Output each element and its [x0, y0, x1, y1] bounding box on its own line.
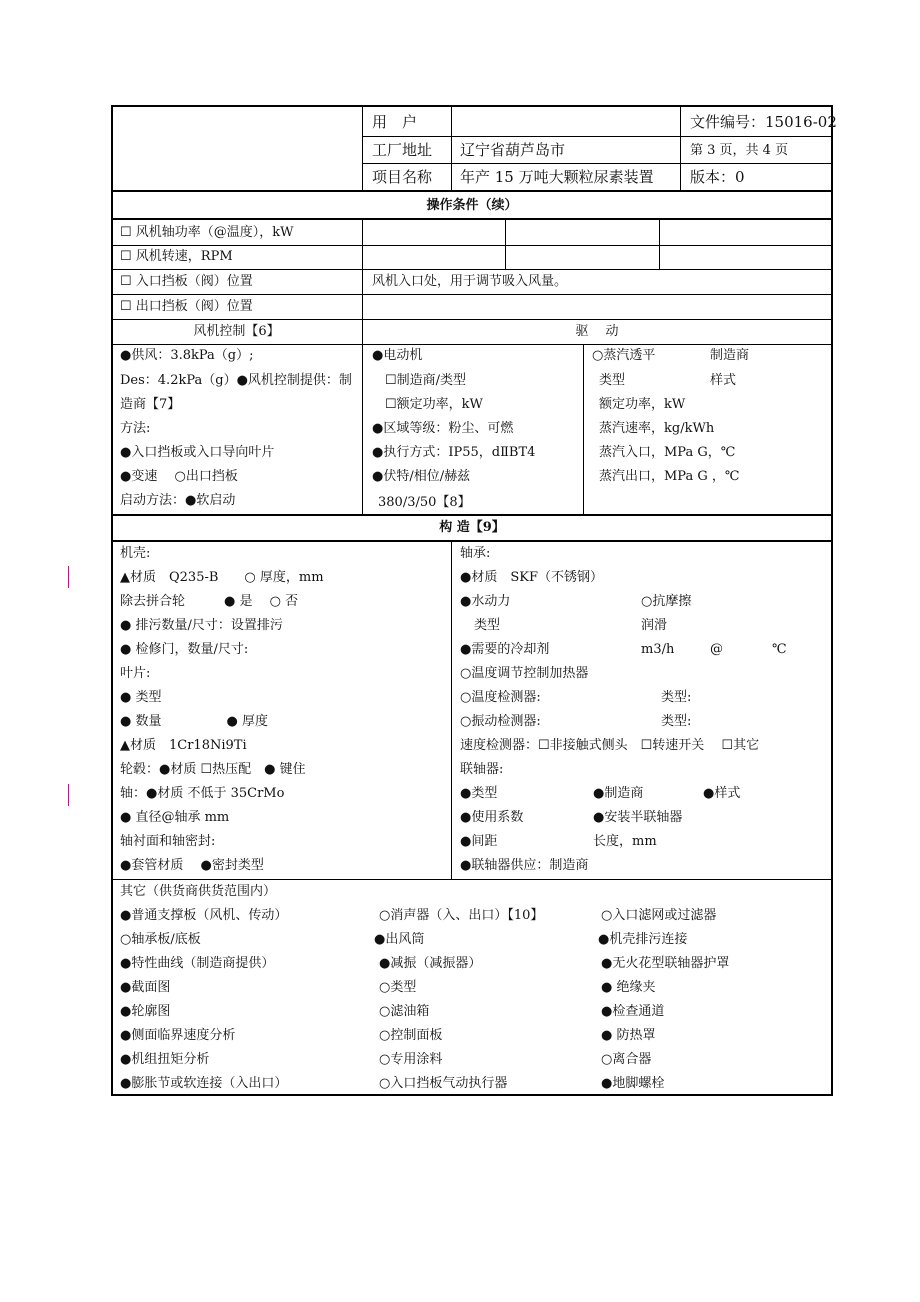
vib-detector-type: 类型: — [661, 714, 692, 729]
control-line: 方法: — [120, 421, 151, 436]
plant-label: 工厂地址 — [372, 141, 433, 159]
coupling-maker: ●制造商 — [593, 786, 644, 801]
op-divider — [362, 219, 363, 319]
bearing-hydro: ●水动力 — [460, 594, 511, 609]
steam-maker: 制造商 — [710, 348, 750, 363]
motor-line: ●电动机 — [372, 348, 423, 363]
drive-title: 驱 动 — [575, 324, 621, 339]
casing-line: 除去拼合轮 ● 是 ○ 否 — [120, 594, 299, 609]
header-divider-2 — [451, 106, 452, 190]
control-line: ●供风：3.8kPa（g）; — [120, 348, 254, 363]
construction-title-line — [111, 540, 833, 542]
others-item: ○入口滤网或过滤器 — [601, 908, 717, 923]
hub-line: 轮毂：●材质 ☐热压配 ● 键住 — [120, 762, 306, 777]
steam-title: ○蒸汽透平 — [592, 348, 656, 363]
page-number: 第 3 页，共 4 页 — [690, 143, 789, 158]
bearing-material: ●材质 SKF（不锈钢） — [460, 570, 603, 585]
others-top-line — [111, 879, 833, 880]
bearing-type: 类型 — [474, 618, 501, 633]
others-item: ●普通支撑板（风机、传动） — [120, 908, 288, 923]
others-item: ○入口挡板气动执行器 — [379, 1076, 508, 1091]
control-line: 造商【7】 — [120, 397, 181, 412]
others-item: ●特性曲线（制造商提供） — [120, 956, 275, 971]
coolant: ●需要的冷却剂 — [460, 642, 550, 657]
header-divider-1 — [362, 106, 363, 190]
construction-top-line — [111, 514, 833, 516]
temp-detector: ○温度检测器: — [460, 690, 541, 705]
op-row-outlet-damper: ☐ 出口挡板（阀）位置 — [120, 299, 253, 314]
control-line: ●入口挡板或入口导向叶片 — [120, 445, 275, 460]
drive-divider — [583, 344, 584, 514]
coolant-deg: ℃ — [772, 642, 787, 657]
temp-detector-type: 类型: — [661, 690, 692, 705]
revision-mark — [68, 566, 69, 588]
others-item: ●地脚螺栓 — [601, 1076, 665, 1091]
steam-line: 额定功率，kW — [599, 397, 686, 412]
casing-line: ● 检修门，数量/尺寸: — [120, 642, 249, 657]
construction-divider — [451, 541, 452, 879]
motor-line: ●区域等级：粉尘、可燃 — [372, 421, 514, 436]
version: 版本：0 — [690, 168, 745, 186]
operating-title: 操作条件（续） — [426, 198, 518, 213]
others-item: ○专用涂料 — [379, 1052, 443, 1067]
project-value: 年产 15 万吨大颗粒尿素装置 — [460, 168, 654, 186]
casing-line: ▲材质 Q235-B ○ 厚度，mm — [120, 570, 324, 585]
plant-value: 辽宁省葫芦岛市 — [460, 141, 566, 159]
others-item: ● 绝缘夹 — [601, 980, 656, 995]
casing-line: ● 排污数量/尺寸：设置排污 — [120, 618, 283, 633]
others-item: ●轮廓图 — [120, 1004, 171, 1019]
coupling-factor: ●使用系数 — [460, 810, 524, 825]
motor-line: ●执行方式：IP55，dⅡBT4 — [372, 445, 536, 460]
others-item: ○消声器（入、出口）【10】 — [379, 908, 544, 923]
others-item: ●侧面临界速度分析 — [120, 1028, 236, 1043]
coupling-length: 长度，mm — [593, 834, 657, 849]
control-title-line — [111, 344, 833, 345]
vib-detector: ○振动检测器: — [460, 714, 541, 729]
op-row-line-1 — [111, 245, 833, 246]
doc-number: 文件编号：15016-02 — [690, 113, 837, 131]
header-line-1 — [362, 136, 833, 137]
others-title: 其它（供货商供货范围内） — [120, 884, 277, 899]
control-line: 启动方法：●软启动 — [120, 493, 236, 508]
user-label: 用 户 — [372, 113, 418, 131]
control-line: ●变速 ○出口挡板 — [120, 469, 238, 484]
shaft-line: 轴：●材质 不低于 35CrMo — [120, 786, 285, 801]
control-top-line — [111, 319, 833, 320]
op-row-line-2 — [111, 269, 833, 270]
header-divider-3 — [680, 106, 681, 190]
others-item: ●检查通道 — [601, 1004, 665, 1019]
coupling-title: 联轴器: — [460, 762, 504, 777]
others-item: ●截面图 — [120, 980, 171, 995]
others-item: ●减振（减振器） — [379, 956, 482, 971]
seal-line: ●套管材质 ●密封类型 — [120, 858, 264, 873]
blade-line: ▲材质 1Cr18Ni9Ti — [120, 738, 247, 753]
motor-line: ☐制造商/类型 — [385, 373, 467, 388]
op-divider-3 — [659, 219, 660, 269]
control-line: Des：4.2kPa（g）●风机控制提供：制 — [120, 373, 352, 388]
others-item: ○类型 — [379, 980, 417, 995]
others-item: ●机壳排污连接 — [598, 932, 688, 947]
bearing-antifriction: ○抗摩擦 — [641, 594, 692, 609]
steam-line: 蒸汽出口，MPa G ，℃ — [599, 469, 740, 484]
casing-line: 机壳: — [120, 546, 151, 561]
blade-line: ● 数量 ● 厚度 — [120, 714, 268, 729]
op-row-shaft-power: ☐ 风机轴功率（@温度），kW — [120, 225, 294, 240]
coupling-supply: ●联轴器供应：制造商 — [460, 858, 589, 873]
seal-line: 轴衬面和轴密封: — [120, 834, 216, 849]
revision-mark — [68, 784, 69, 806]
coupling-gap: ●间距 — [460, 834, 498, 849]
operating-title-line — [111, 218, 833, 220]
motor-line: ●伏特/相位/赫兹 — [372, 469, 471, 484]
op-divider-2 — [505, 219, 506, 269]
others-item: ○轴承板/底板 — [120, 932, 201, 947]
steam-type: 类型 — [599, 373, 626, 388]
speed-detector: 速度检测器：☐非接触式侧头 ☐转速开关 ☐其它 — [460, 738, 760, 753]
motor-line: ☐额定功率，kW — [385, 397, 483, 412]
steam-style: 样式 — [710, 373, 737, 388]
bearing-lube: 润滑 — [641, 618, 668, 633]
steam-line: 蒸汽速率，kg/kWh — [599, 421, 715, 436]
coupling-half: ●安装半联轴器 — [593, 810, 683, 825]
bearing-title: 轴承: — [460, 546, 491, 561]
construction-title: 构 造【9】 — [439, 520, 505, 535]
others-item: ○控制面板 — [379, 1028, 443, 1043]
others-item: ●出风筒 — [374, 932, 425, 947]
op-row-inlet-damper: ☐ 入口挡板（阀）位置 — [120, 274, 253, 289]
blade-line: ● 类型 — [120, 690, 162, 705]
others-item: ●膨胀节或软连接（入出口） — [120, 1076, 288, 1091]
heater: ○温度调节控制加热器 — [460, 666, 589, 681]
header-line-2 — [362, 163, 833, 164]
coupling-type: ●类型 — [460, 786, 498, 801]
steam-line: 蒸汽入口，MPa G，℃ — [599, 445, 736, 460]
motor-line: 380/3/50【8】 — [378, 495, 471, 510]
op-row-speed: ☐ 风机转速，RPM — [120, 249, 233, 264]
shaft-line: ● 直径@轴承 mm — [120, 810, 230, 825]
others-item: ○滤油箱 — [379, 1004, 430, 1019]
coolant-unit: m3/h — [641, 642, 675, 657]
blade-line: 叶片: — [120, 666, 151, 681]
others-item: ○离合器 — [601, 1052, 652, 1067]
others-item: ● 防热罩 — [601, 1028, 656, 1043]
inlet-note: 风机入口处，用于调节吸入风量。 — [372, 274, 568, 289]
header-bottom-line — [111, 190, 833, 192]
others-item: ●机组扭矩分析 — [120, 1052, 210, 1067]
control-title: 风机控制【6】 — [193, 324, 280, 339]
control-divider — [362, 319, 363, 514]
coolant-at: @ — [710, 642, 723, 657]
coupling-style: ●样式 — [703, 786, 741, 801]
others-item: ●无火花型联轴器护罩 — [601, 956, 730, 971]
project-label: 项目名称 — [372, 168, 433, 186]
op-row-line-3 — [111, 294, 833, 295]
